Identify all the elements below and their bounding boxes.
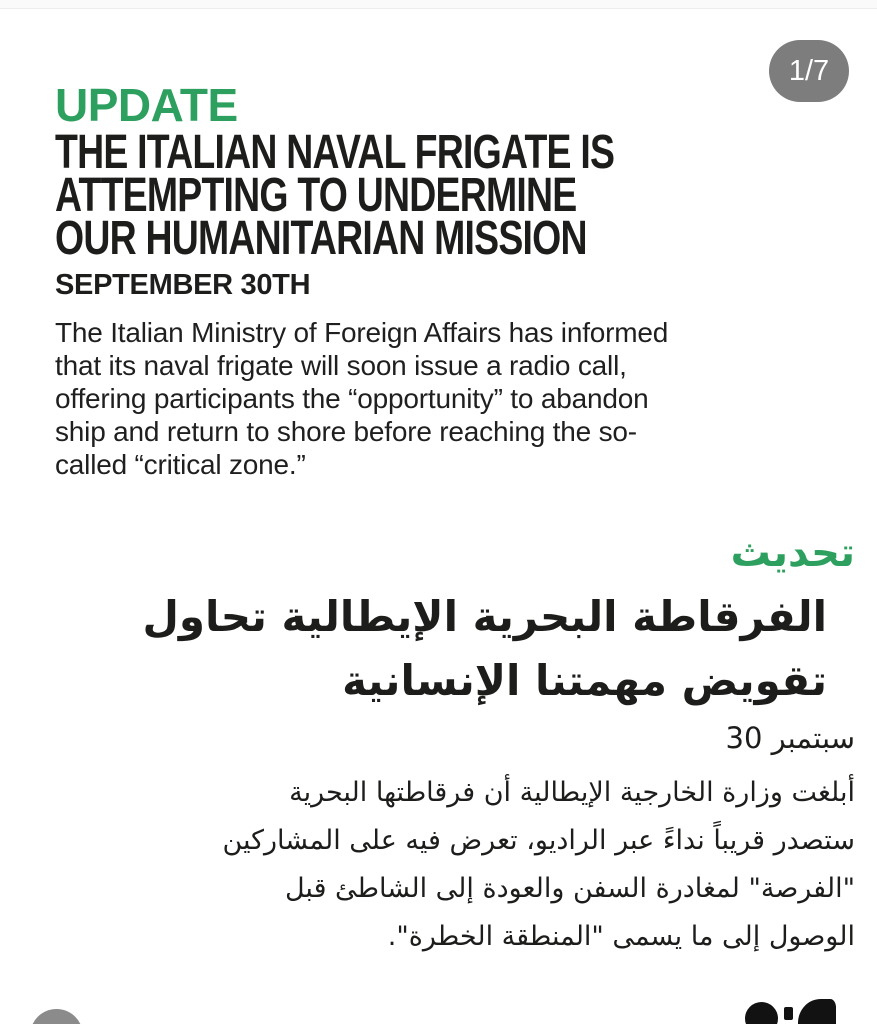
headline-line: THE ITALIAN NAVAL FRIGATE IS: [55, 126, 615, 179]
date-en: SEPTEMBER 30TH: [55, 269, 311, 301]
top-strip: [0, 0, 877, 9]
body-line-arabic: "الفرصة" لمغادرة السفن والعودة إلى الشاطئ قبل: [284, 873, 855, 904]
update-kicker-arabic: تحديث: [730, 530, 855, 576]
body-line: that its naval frigate will soon issue a radio call,: [55, 350, 627, 381]
avatar-circle-partial-icon: [30, 1009, 83, 1024]
date-arabic: سبتمبر 30: [725, 721, 855, 755]
body-line: ship and return to shore before reaching the so-: [55, 416, 637, 447]
body-line: offering participants the “opportunity” to abandon: [55, 383, 649, 414]
update-kicker: UPDATE: [55, 79, 238, 131]
body-line-arabic: أبلغت وزارة الخارجية الإيطالية أن فرقاطتها البحرية: [289, 777, 855, 808]
logo-shape-icon: [798, 999, 836, 1024]
logo-circle-icon: [745, 1002, 778, 1024]
pagination-badge-label: 1/7: [788, 54, 830, 87]
body-arabic: [55, 769, 855, 961]
headline-arabic: [55, 585, 827, 713]
headline-line-arabic: تقويض مهمتنا الإنسانية: [342, 656, 827, 705]
body-line: The Italian Ministry of Foreign Affairs has informed: [55, 317, 669, 348]
logo-dot-icon: [784, 1007, 793, 1020]
body-line-arabic: ستصدر قريباً نداءً عبر الراديو، تعرض فيه على المشاركين: [222, 825, 855, 856]
headline-line: ATTEMPTING TO UNDERMINE: [55, 169, 577, 222]
headline-line-arabic: الفرقاطة البحرية الإيطالية تحاول: [142, 592, 827, 641]
headline-line: OUR HUMANITARIAN MISSION: [55, 212, 587, 265]
main-content: [0, 9, 877, 961]
headline-en: [55, 126, 877, 265]
pagination-badge: [769, 40, 849, 102]
body-en: [55, 316, 877, 481]
arabic-section: [55, 527, 877, 961]
brand-logo-partial-icon: [745, 999, 837, 1024]
body-line: called “critical zone.”: [55, 449, 306, 480]
body-line-arabic: الوصول إلى ما يسمى "المنطقة الخطرة".: [387, 921, 855, 952]
